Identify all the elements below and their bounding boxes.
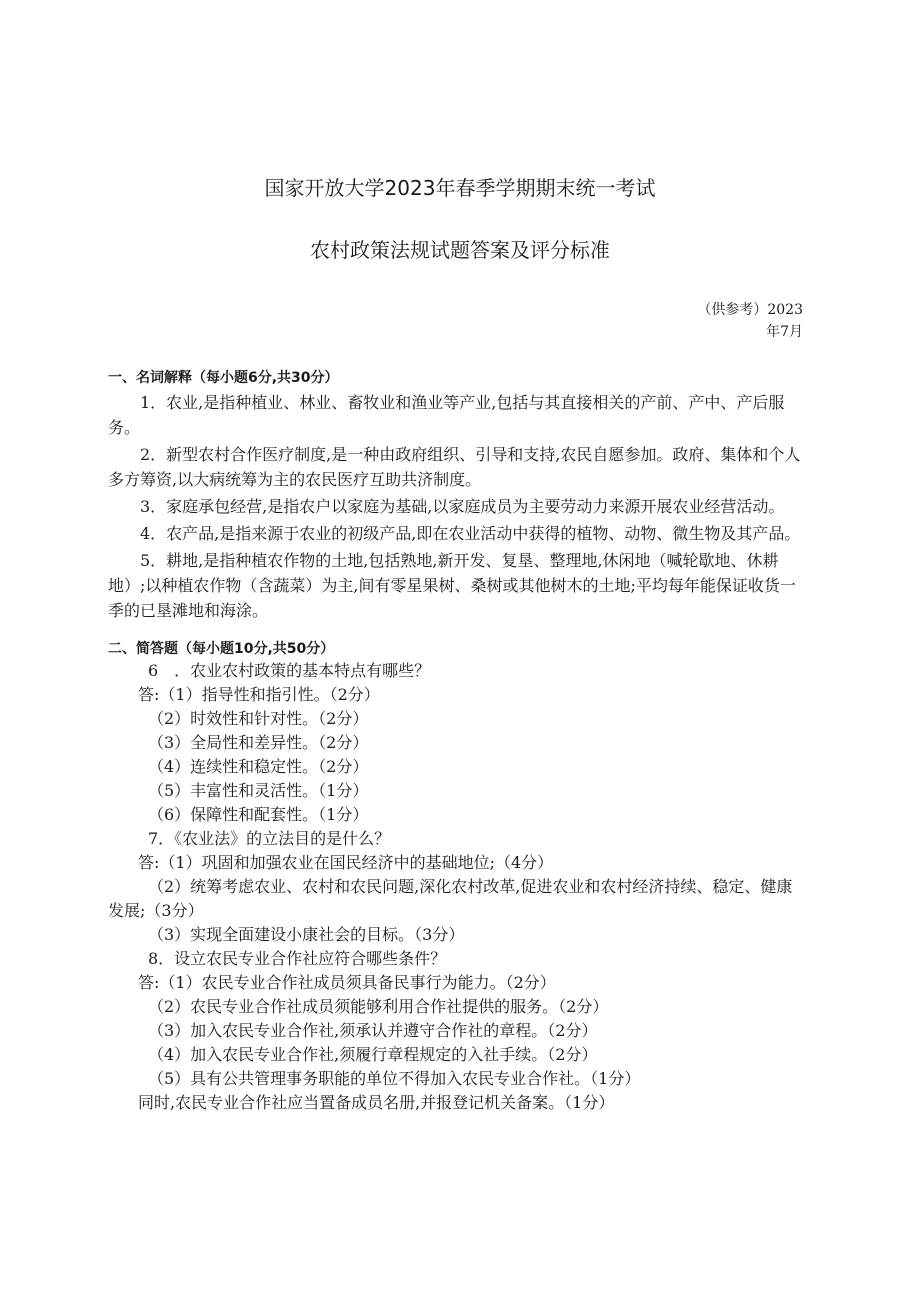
answer-line: （6）保障性和配套性。（1分） xyxy=(148,805,369,824)
answer-line: （5）丰富性和灵活性。（1分） xyxy=(148,781,369,800)
term-definition: 3．家庭承包经营,是指农户以家庭为基础,以家庭成员为主要劳动力来源开展农业经营活动。 xyxy=(140,497,785,516)
page-title: 国家开放大学2023年春季学期期末统一考试 xyxy=(264,176,656,200)
term-definition: 5．耕地,是指种植农作物的土地,包括熟地,新开发、复垦、整理地,休闲地（喊轮歇地、休耕地）;以种植农作物（含蔬菜）为主,间有零星果树、桑树或其他树木的土地;平均每年能保证收货一季的已垦滩地和海涂。 xyxy=(108,551,796,620)
term-definition: 1．农业,是指种植业、林业、畜牧业和渔业等产业,包括与其直接相关的产前、产中、产后服务。 xyxy=(108,393,785,437)
question-text: 6 ．农业农村政策的基本特点有哪些？ xyxy=(148,661,431,680)
answer-line: 答:（1）农民专业合作社成员须具备民事行为能力。（2分） xyxy=(138,973,556,992)
question-text: 8．设立农民专业合作社应符合哪些条件？ xyxy=(148,949,447,968)
reference-note: （供参考）2023 xyxy=(697,302,803,318)
answer-content xyxy=(108,368,808,1115)
section-heading: 一、名词解释（每小题6分,共30分） xyxy=(108,370,339,386)
page-subtitle: 农村政策法规试题答案及评分标准 xyxy=(310,238,610,262)
answer-line: 答:（1）指导性和指引性。（2分） xyxy=(138,685,380,704)
answer-line: （4）加入农民专业合作社,须履行章程规定的入社手续。（2分） xyxy=(148,1045,598,1064)
answer-line: （4）连续性和稳定性。（2分） xyxy=(148,757,369,776)
answer-line: （2）农民专业合作社成员须能够利用合作社提供的服务。（2分） xyxy=(148,997,609,1016)
answer-line: 答:（1）巩固和加强农业在国民经济中的基础地位;（4分） xyxy=(138,853,554,872)
answer-line: 同时,农民专业合作社应当置备成员名册,并报登记机关备案。（1分） xyxy=(138,1093,615,1112)
answer-line: （2）时效性和针对性。（2分） xyxy=(148,709,369,728)
answer-line: （2）统筹考虑农业、农村和农民问题,深化农村改革,促进农业和农村经济持续、稳定、健康发展;（3分） xyxy=(108,877,793,920)
answer-line: （3）全局性和差异性。（2分） xyxy=(148,733,369,752)
term-definition: 2．新型农村合作医疗制度,是一种由政府组织、引导和支持,农民自愿参加。政府、集体和个人多方筹资,以大病统筹为主的农民医疗互助共济制度。 xyxy=(108,445,801,489)
question-text: 7．《农业法》的立法目的是什么？ xyxy=(148,829,391,848)
answer-line: （3）实现全面建设小康社会的目标。（3分） xyxy=(148,925,465,944)
date-note: 年7月 xyxy=(766,324,803,340)
answer-line: （5）具有公共管理事务职能的单位不得加入农民专业合作社。（1分） xyxy=(148,1069,641,1088)
term-definition: 4．农产品,是指来源于农业的初级产品,即在农业活动中获得的植物、动物、微生物及其产品。 xyxy=(140,524,801,543)
answer-line: （3）加入农民专业合作社,须承认并遵守合作社的章程。（2分） xyxy=(148,1021,598,1040)
section-heading: 二、简答题（每小题10分,共50分） xyxy=(108,641,335,657)
